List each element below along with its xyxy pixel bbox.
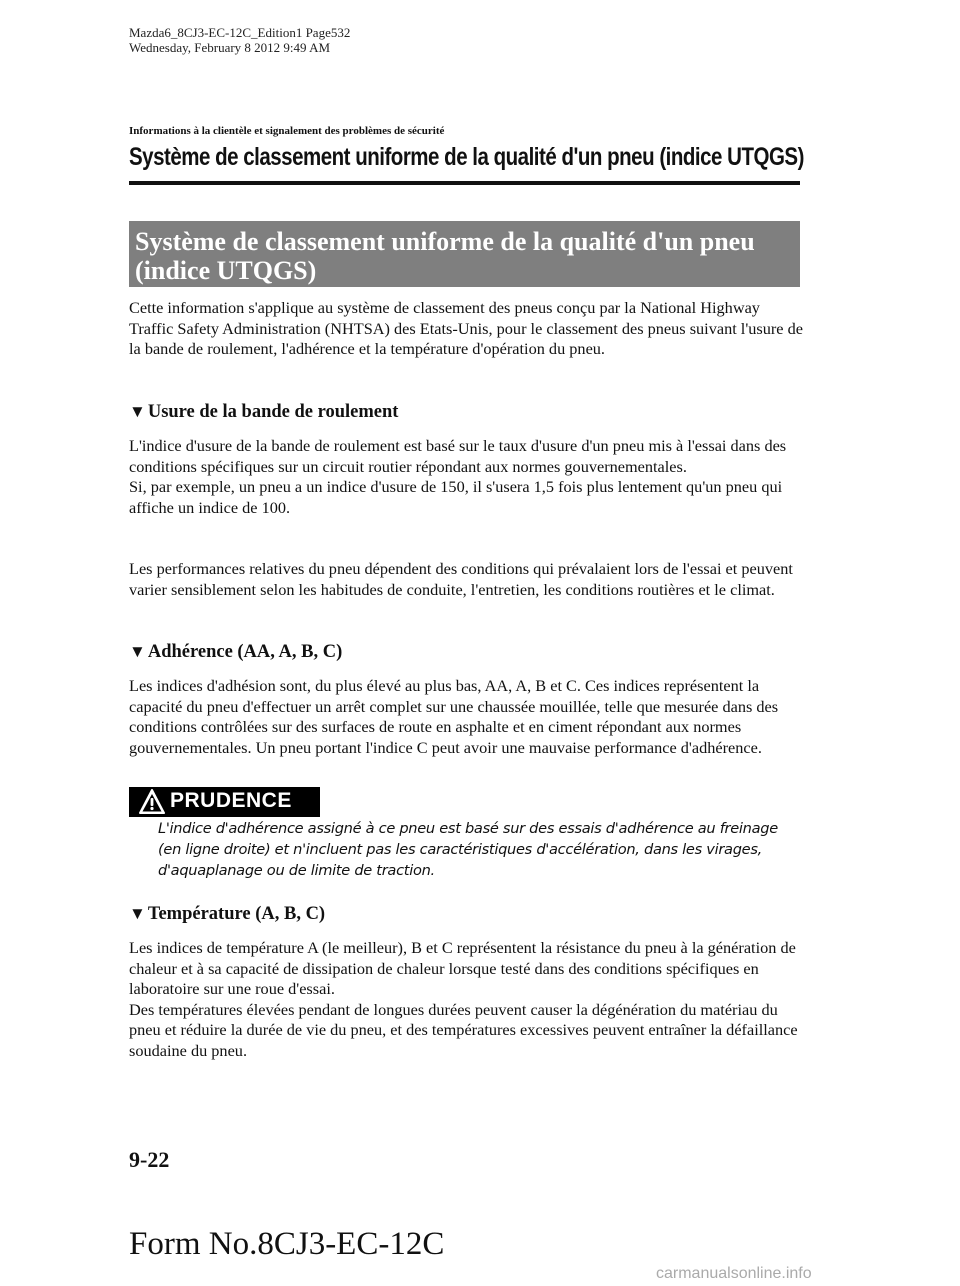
temperature-paragraph-2: Des températures élevées pendant de longues durées peuvent causer la dégénération du matériau du pneu et réduire la durée de vie du pneu, et des températures excessives peuvent entraîner la défaillance soudaine du pneu. bbox=[129, 999, 798, 1060]
triangle-down-icon: ▼ bbox=[129, 642, 146, 661]
caution-label bbox=[129, 787, 320, 817]
header-rule bbox=[129, 181, 800, 185]
running-head-kicker: Informations à la clientèle et signalement des problèmes de sécurité bbox=[129, 125, 445, 137]
print-metadata-date: Wednesday, February 8 2012 9:49 AM bbox=[129, 40, 331, 55]
adherence-paragraph: Les indices d'adhésion sont, du plus élevé au plus bas, AA, A, B et C. Ces indices représentent la capacité du pneu d'effectuer un arrêt complet sur une chaussée mouillée, telle que mesurée dans des conditions contrôlées sur des surfaces de route en asphalte et en ciment répondant aux normes gouvernementales. Un pneu portant l'indice C peut avoir une mauvaise performance d'adhérence. bbox=[129, 676, 779, 757]
heading-temperature-text: Température (A, B, C) bbox=[147, 904, 326, 924]
heading-adherence bbox=[129, 642, 342, 663]
heading-usure bbox=[129, 402, 398, 423]
section-banner bbox=[129, 221, 800, 287]
temperature-body bbox=[129, 938, 803, 1062]
usure-paragraph-2: Si, par exemple, un pneu a un indice d'usure de 150, il s'usera 1,5 fois plus lentement qu'un pneu qui affiche un indice de 100. bbox=[129, 477, 783, 517]
running-head-title bbox=[129, 143, 952, 172]
section-banner-line-2: (indice UTQGS) bbox=[135, 256, 317, 285]
page-number: 9-22 bbox=[129, 1147, 170, 1172]
section-banner-line-1: Système de classement uniforme de la qualité d'un pneu bbox=[135, 227, 755, 256]
caution-label-text: PRUDENCE bbox=[170, 789, 292, 812]
caution-text: L'indice d'adhérence assigné à ce pneu est basé sur des essais d'adhérence au freinage (en ligne droite) et n'incluent pas les caractéristiques d'accélération, dans les virages, d'aquaplanage ou de limite de traction. bbox=[158, 820, 778, 879]
triangle-down-icon: ▼ bbox=[129, 402, 146, 421]
print-metadata bbox=[129, 25, 350, 55]
heading-temperature bbox=[129, 904, 325, 925]
watermark: carmanualsonline.info bbox=[656, 1265, 812, 1282]
usure-paragraph-1: L'indice d'usure de la bande de roulement est basé sur le taux d'usure d'un pneu mis à l'essai dans des conditions spécifiques sur un circuit routier répondant aux normes gouvernementales. bbox=[129, 436, 787, 476]
triangle-down-icon: ▼ bbox=[129, 904, 146, 923]
intro-paragraph: Cette information s'applique au système de classement des pneus conçu par la National Highway Traffic Safety Administration (NHTSA) des Etats-Unis, pour le classement des pneus suivant l'usure de la bande de roulement, l'adhérence et la température d'opération du pneu. bbox=[129, 298, 803, 359]
print-metadata-file: Mazda6_8CJ3-EC-12C_Edition1 Page532 bbox=[129, 25, 351, 40]
usure-body bbox=[129, 436, 803, 518]
heading-adherence-text: Adhérence (AA, A, B, C) bbox=[147, 642, 343, 662]
usure-paragraph-3: Les performances relatives du pneu dépendent des conditions qui prévalaient lors de l'essai et peuvent varier sensiblement selon les habitudes de conduite, l'entretien, les conditions routières et le climat. bbox=[129, 559, 793, 599]
warning-triangle-icon bbox=[139, 789, 165, 815]
form-number: Form No.8CJ3-EC-12C bbox=[129, 1226, 445, 1262]
running-head-title-text: Système de classement uniforme de la qualité d'un pneu (indice UTQGS) bbox=[129, 143, 804, 171]
temperature-paragraph-1: Les indices de température A (le meilleur), B et C représentent la résistance du pneu à la génération de chaleur et à sa capacité de dissipation de chaleur lorsque testé dans des conditions spécifiques en laboratoire sur une roue d'essai. bbox=[129, 938, 796, 999]
heading-usure-text: Usure de la bande de roulement bbox=[147, 402, 399, 422]
